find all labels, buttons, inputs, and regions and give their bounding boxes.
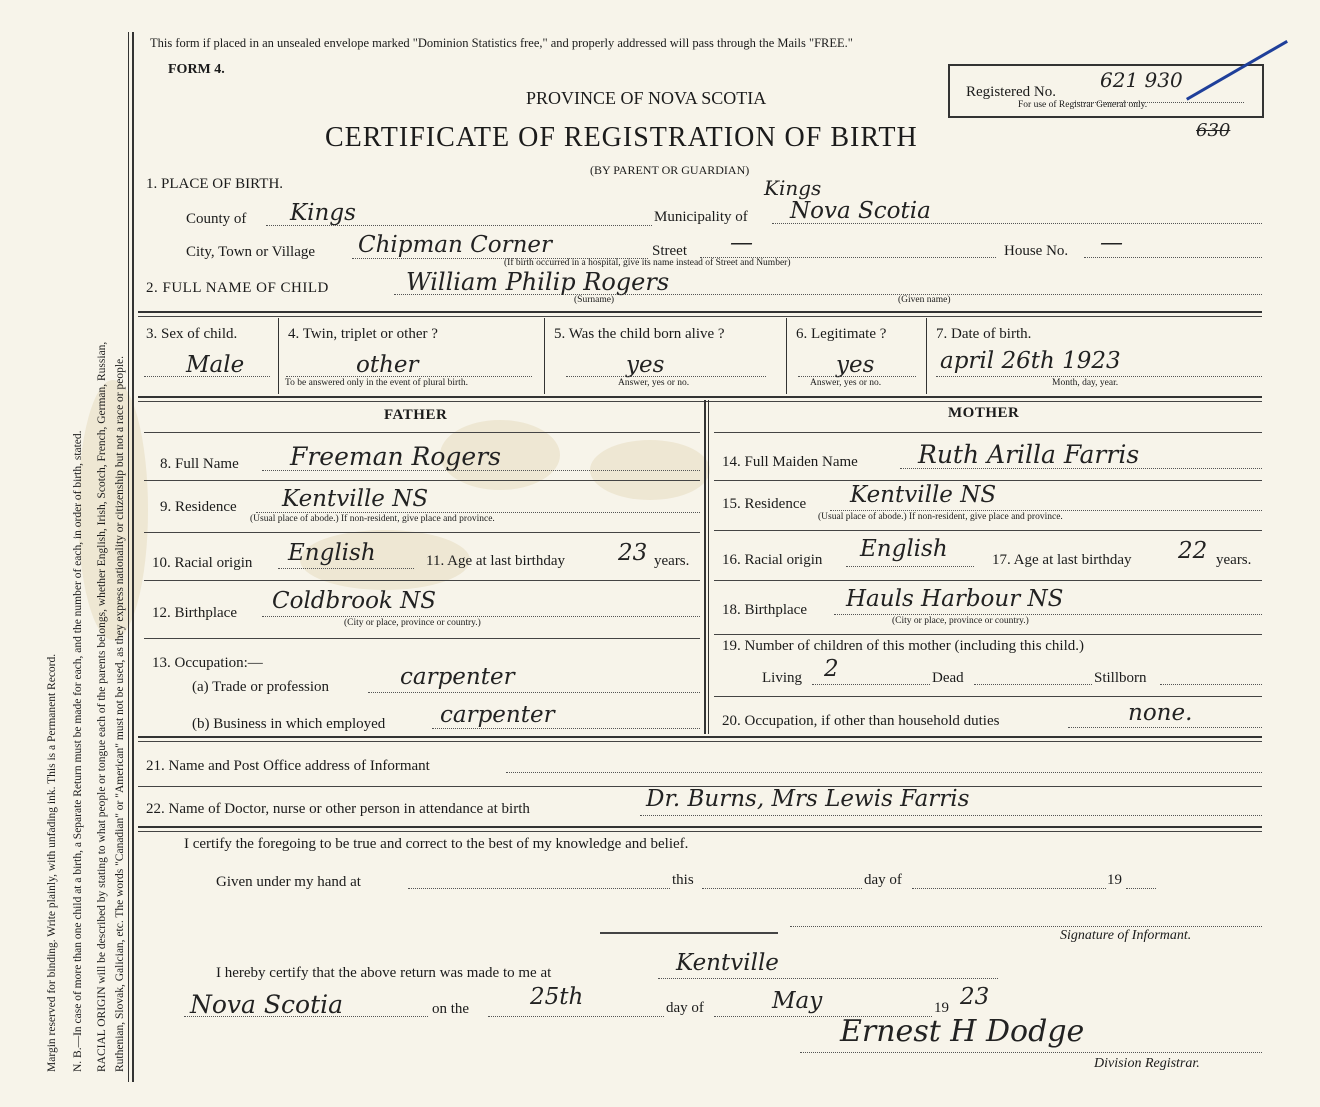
- living-label: Living: [762, 670, 802, 686]
- mother-birthplace-label: 18. Birthplace: [722, 602, 807, 618]
- mother-birthplace-value: Hauls Harbour NS: [846, 586, 1064, 612]
- mother-occupation-value: none.: [1128, 700, 1193, 726]
- registrar-certify-text: I hereby certify that the above return was made to me at: [216, 965, 552, 981]
- father-heading: FATHER: [384, 407, 448, 423]
- living-value: 2: [824, 656, 839, 682]
- mother-race-label: 16. Racial origin: [722, 552, 823, 568]
- surname-note: (Surname): [574, 295, 615, 305]
- mother-residence-value: Kentville NS: [850, 482, 997, 508]
- stillborn-label: Stillborn: [1094, 670, 1147, 686]
- mother-name-label: 14. Full Maiden Name: [722, 454, 858, 470]
- legitimate-note: Answer, yes or no.: [810, 378, 882, 388]
- father-trade-value: carpenter: [400, 664, 515, 690]
- father-occupation-label: 13. Occupation:—: [152, 655, 263, 671]
- father-birthplace-label: 12. Birthplace: [152, 605, 237, 621]
- child-name-label: 2. FULL NAME OF CHILD: [146, 280, 329, 296]
- registrar-place-value: Kentville: [676, 950, 779, 976]
- father-race-label: 10. Racial origin: [152, 555, 253, 571]
- street-label: Street: [652, 243, 687, 259]
- born-alive-value: yes: [626, 352, 665, 378]
- father-age-label: 11. Age at last birthday: [426, 553, 565, 569]
- corner-mark: 630: [1196, 120, 1231, 141]
- twin-label: 4. Twin, triplet or other ?: [288, 326, 438, 342]
- place-of-birth-heading: 1. PLACE OF BIRTH.: [146, 176, 284, 192]
- margin-note-racial-origin: RACIAL ORIGIN will be described by stating to what people or tongue each of the parents belongs, whether English, Irish, Scotch, French, German, Russian,: [96, 341, 108, 1072]
- registered-number: 621 930: [1100, 68, 1183, 92]
- day-of-label: day of: [864, 872, 902, 888]
- postal-notice: This form if placed in an unsealed envelope marked "Dominion Statistics free," and properly addressed will pass through the Mails "FREE.": [150, 36, 853, 50]
- given-name-note: (Given name): [898, 295, 951, 305]
- father-residence-value: Kentville NS: [282, 486, 429, 512]
- division-registrar-label: Division Registrar.: [1094, 1056, 1200, 1071]
- registrar-month-value: May: [772, 988, 823, 1014]
- city-label: City, Town or Village: [186, 244, 316, 260]
- father-residence-note: (Usual place of abode.) If non-resident, give place and province.: [250, 514, 495, 524]
- father-birthplace-note: (City or place, province or country.): [344, 618, 481, 628]
- mother-residence-note: (Usual place of abode.) If non-resident, give place and province.: [818, 512, 1063, 522]
- county-value: Kings: [290, 200, 356, 226]
- sex-label: 3. Sex of child.: [146, 326, 238, 342]
- hospital-note: (If birth occurred in a hospital, give its name instead of Street and Number): [504, 258, 791, 268]
- mother-occupation-label: 20. Occupation, if other than household duties: [722, 713, 1000, 729]
- mother-birthplace-note: (City or place, province or country.): [892, 616, 1029, 626]
- registered-no-label: Registered No.: [966, 84, 1056, 100]
- mother-years-label: years.: [1216, 552, 1252, 568]
- registrar-general-note: For use of Registrar General only.: [1018, 100, 1148, 110]
- informant-certify-text: I certify the foregoing to be true and correct to the best of my knowledge and belief.: [184, 836, 689, 852]
- form-number: FORM 4.: [168, 62, 225, 77]
- county-label: County of: [186, 211, 247, 227]
- mother-race-value: English: [860, 536, 948, 562]
- father-birthplace-value: Coldbrook NS: [272, 588, 437, 614]
- dead-label: Dead: [932, 670, 964, 686]
- informant-label: 21. Name and Post Office address of Informant: [146, 758, 430, 774]
- municipality-value: Nova Scotia: [790, 198, 931, 224]
- municipality-above: Kings: [764, 176, 822, 200]
- date-of-birth-value: april 26th 1923: [940, 348, 1121, 374]
- given-under-hand-label: Given under my hand at: [216, 874, 361, 890]
- mother-age-value: 22: [1178, 538, 1208, 564]
- doctor-value: Dr. Burns, Mrs Lewis Farris: [646, 786, 970, 812]
- registrar-signature: Ernest H Dodge: [840, 1014, 1085, 1049]
- legitimate-value: yes: [836, 352, 875, 378]
- mother-name-value: Ruth Arilla Farris: [918, 440, 1140, 469]
- registration-box: [948, 64, 1264, 118]
- house-no-value: —: [1100, 230, 1123, 256]
- margin-note-binding: Margin reserved for binding. Write plainly, with unfading ink. This is a Permanent Record.: [46, 653, 58, 1072]
- margin-note-plural-births: N. B.—In case of more than one child at a birth, a Separate Return must be made for each, and the number of each, in order of birth, stated.: [72, 430, 84, 1072]
- father-years-label: years.: [654, 553, 690, 569]
- mother-residence-label: 15. Residence: [722, 496, 807, 512]
- child-name-value: William Philip Rogers: [406, 268, 670, 296]
- registrar-day-of-label: day of: [666, 1000, 704, 1016]
- signature-of-informant-label: Signature of Informant.: [1060, 928, 1192, 943]
- legitimate-label: 6. Legitimate ?: [796, 326, 887, 342]
- street-value: —: [730, 230, 753, 256]
- date-of-birth-label: 7. Date of birth.: [936, 326, 1032, 342]
- certificate-subtitle: (BY PARENT OR GUARDIAN): [590, 163, 750, 177]
- registrar-year-prefix: 19: [934, 1000, 949, 1016]
- father-age-value: 23: [618, 540, 648, 566]
- born-alive-note: Answer, yes or no.: [618, 378, 690, 388]
- children-count-label: 19. Number of children of this mother (including this child.): [722, 638, 1085, 654]
- father-business-label: (b) Business in which employed: [192, 716, 386, 732]
- margin-note-racial-origin-2: Ruthenian, Slovak, Galician, etc. The words "Canadian" or "American" must not be used, as they express nationality or citizenship but not a race or people.: [114, 355, 126, 1072]
- municipality-label: Municipality of: [654, 209, 748, 225]
- father-race-value: English: [288, 540, 376, 566]
- house-no-label: House No.: [1004, 243, 1069, 259]
- registrar-province-value: Nova Scotia: [190, 990, 344, 1019]
- doctor-label: 22. Name of Doctor, nurse or other person in attendance at birth: [146, 801, 530, 817]
- certificate-title: CERTIFICATE OF REGISTRATION OF BIRTH: [325, 122, 918, 153]
- mother-heading: MOTHER: [948, 405, 1020, 421]
- registrar-year-value: 23: [960, 984, 990, 1010]
- this-label: this: [672, 872, 694, 888]
- province-heading: PROVINCE OF NOVA SCOTIA: [526, 88, 767, 108]
- sex-value: Male: [186, 352, 245, 378]
- date-of-birth-note: Month, day, year.: [1052, 378, 1119, 388]
- on-the-label: on the: [432, 1001, 470, 1017]
- father-business-value: carpenter: [440, 702, 555, 728]
- father-trade-label: (a) Trade or profession: [192, 679, 330, 695]
- year-prefix: 19: [1107, 872, 1122, 888]
- city-value: Chipman Corner: [358, 232, 552, 258]
- father-residence-label: 9. Residence: [160, 499, 237, 515]
- twin-value: other: [356, 352, 419, 378]
- born-alive-label: 5. Was the child born alive ?: [554, 326, 725, 342]
- registrar-day-value: 25th: [530, 984, 584, 1010]
- father-name-label: 8. Full Name: [160, 456, 239, 472]
- father-name-value: Freeman Rogers: [290, 442, 501, 471]
- twin-note: To be answered only in the event of plural birth.: [285, 378, 468, 388]
- mother-age-label: 17. Age at last birthday: [992, 552, 1132, 568]
